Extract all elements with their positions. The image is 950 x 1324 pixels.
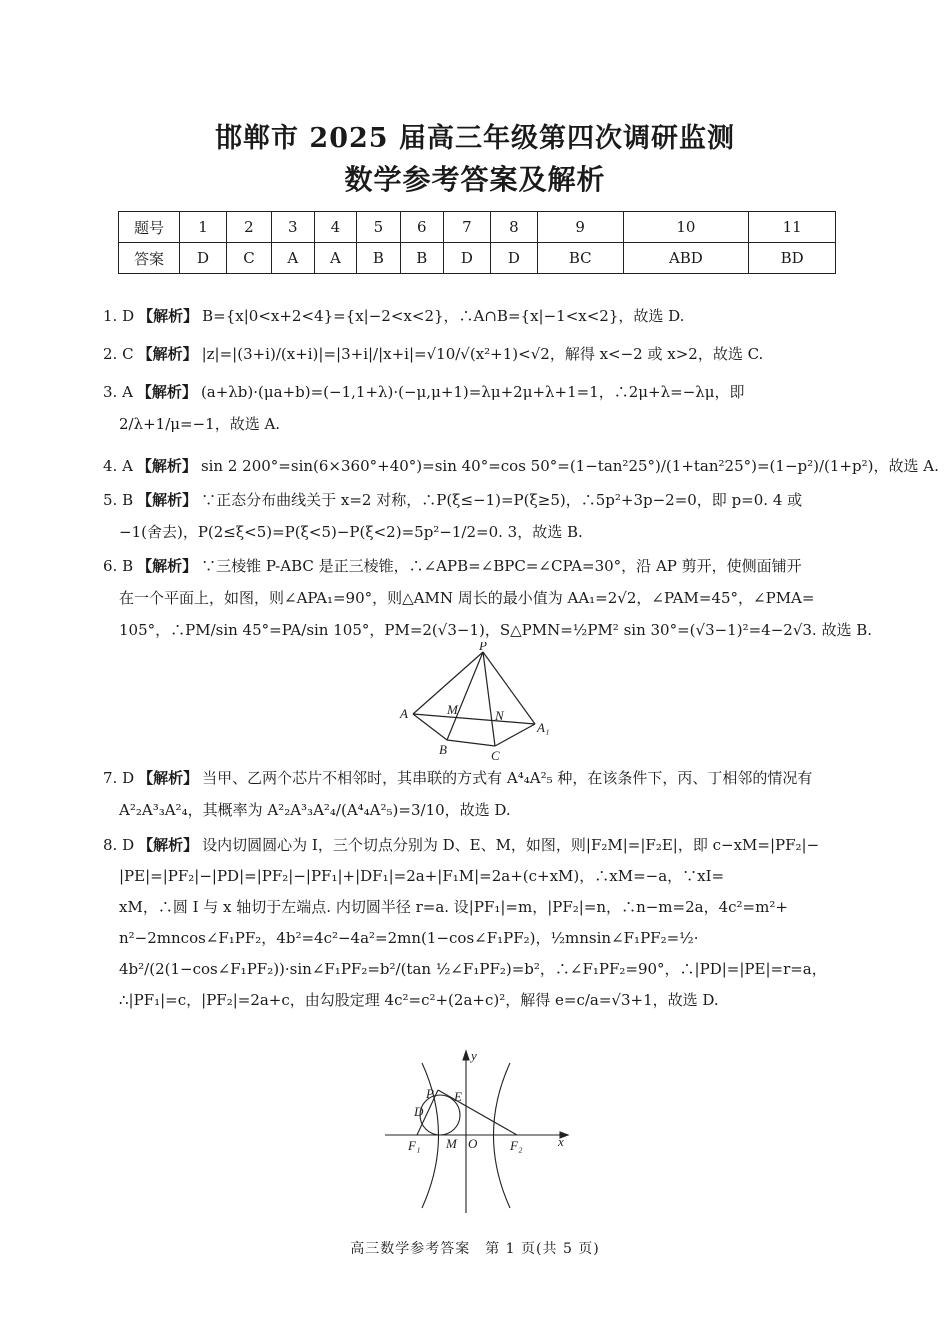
- number-cell: 9: [537, 212, 623, 243]
- solution-3: [103, 376, 848, 440]
- label-C: C: [491, 748, 500, 762]
- label-M: M: [447, 702, 458, 717]
- solution-number: 6. B: [103, 557, 134, 575]
- segment-AA1: [413, 714, 535, 724]
- answer-cell: D: [490, 243, 537, 274]
- solution-number: 4. A: [103, 457, 133, 475]
- solution-tag: 【解析】: [137, 491, 198, 509]
- page-footer: 高三数学参考答案 第 1 页(共 5 页): [350, 1241, 600, 1257]
- solution-line: A²₂A³₃A²₄，其概率为 A²₂A³₃A²₄/(A⁴₄A²₅)=3/10，故选 D.: [119, 801, 511, 819]
- row-label-answer: 答案: [119, 243, 180, 274]
- number-cell: 1: [180, 212, 227, 243]
- label-P: P: [426, 1086, 434, 1101]
- answer-cell: BD: [749, 243, 836, 274]
- solution-number: 1. D: [103, 307, 135, 325]
- label-M: M: [446, 1136, 457, 1151]
- answer-cell: B: [357, 243, 400, 274]
- solution-line: ∵正态分布曲线关于 x=2 对称，∴P(ξ≤−1)=P(ξ≥5)，∴5p²+3p−2=0，即 p=0. 4 或: [201, 491, 803, 509]
- row-label-number: 题号: [119, 212, 180, 243]
- answer-cell: C: [226, 243, 271, 274]
- solution-tag: 【解析】: [136, 457, 197, 475]
- edge-BC: [447, 740, 495, 746]
- solution-number: 8. D: [103, 836, 135, 854]
- solution-number: 5. B: [103, 491, 134, 509]
- solution-8: [103, 830, 848, 1016]
- solution-6: [103, 550, 873, 646]
- answer-cell: BC: [537, 243, 623, 274]
- label-E: E: [454, 1089, 462, 1104]
- label-D: D: [414, 1104, 424, 1119]
- y-axis-arrow: [463, 1051, 469, 1060]
- solution-line: sin 2 200°=sin(6×360°+40°)=sin 40°=cos 50°=(1−tan²25°)/(1+tan²25°)=(1−p²)/(1+p²)，故选 A.: [200, 457, 939, 475]
- answer-table-number-row: [119, 212, 836, 243]
- solution-line: |PE|=|PF₂|−|PD|=|PF₂|−|PF₁|+|DF₁|=2a+|F₁M|=2a+(c+xM)，∴xM=−a，∵xI=: [119, 867, 725, 885]
- solution-line: 设内切圆圆心为 I，三个切点分别为 D、E、M，如图，则|F₂M|=|F₂E|，即 c−xM=|PF₂|−: [202, 836, 820, 854]
- label-O: O: [468, 1136, 478, 1151]
- solution-line: 105°，∴PM/sin 45°=PA/sin 105°，PM=2(√3−1)，S△PMN=½PM² sin 30°=(√3−1)²=4−2√3. 故选 B.: [119, 621, 873, 639]
- number-cell: 3: [271, 212, 314, 243]
- number-cell: 11: [749, 212, 836, 243]
- number-cell: 6: [400, 212, 443, 243]
- solution-1: [103, 300, 848, 332]
- label-P: P: [479, 642, 487, 653]
- number-cell: 7: [443, 212, 490, 243]
- label-F1: F₁: [408, 1138, 421, 1153]
- number-cell: 10: [623, 212, 749, 243]
- solution-line: n²−2mncos∠F₁PF₂，4b²=4c²−4a²=2mn(1−cos∠F₁PF₂)，½mnsin∠F₁PF₂=½·: [119, 929, 699, 947]
- solution-line: 2/λ+1/μ=−1，故选 A.: [119, 415, 281, 433]
- solution-tag: 【解析】: [138, 769, 199, 787]
- segment-PF2: [438, 1090, 517, 1135]
- answer-cell: A: [271, 243, 314, 274]
- edge-AB: [413, 714, 447, 740]
- solution-number: 2. C: [103, 345, 134, 363]
- solution-line: 在一个平面上，如图，则∠APA₁=90°，则△AMN 周长的最小值为 AA₁=2√2，∠PAM=45°，∠PMA=: [119, 589, 815, 607]
- solution-2: [103, 338, 848, 370]
- solution-line: |z|=|(3+i)/(x+i)|=|3+i|/|x+i|=√10/√(x²+1)<√2，解得 x<−2 或 x>2，故选 C.: [201, 345, 764, 363]
- number-cell: 2: [226, 212, 271, 243]
- answer-cell: D: [180, 243, 227, 274]
- solution-line: 当甲、乙两个芯片不相邻时，其串联的方式有 A⁴₄A²₅ 种，在该条件下，丙、丁相邻的情况有: [202, 769, 813, 787]
- solution-tag: 【解析】: [137, 557, 198, 575]
- answer-table-answer-row: [119, 243, 836, 274]
- number-cell: 4: [314, 212, 357, 243]
- solution-7: [103, 762, 848, 826]
- solution-line: −1(舍去)，P(2≤ξ<5)=P(ξ<5)−P(ξ<2)=5p²−1/2=0. 3，故选 B.: [119, 523, 583, 541]
- solution-line: B={x|0<x+2<4}={x|−2<x<2}，∴A∩B={x|−1<x<2}，故选 D.: [202, 307, 685, 325]
- solution-line: xM，∴圆 I 与 x 轴切于左端点. 内切圆半径 r=a. 设|PF₁|=m，|PF₂|=n，∴n−m=2a，4c²=m²+: [119, 898, 788, 916]
- solution-tag: 【解析】: [138, 307, 199, 325]
- solution-line: ∴|PF₁|=c，|PF₂|=2a+c，由勾股定理 4c²=c²+(2a+c)²，解得 e=c/a=√3+1，故选 D.: [119, 991, 719, 1009]
- answer-cell: A: [314, 243, 357, 274]
- solution-line: (a+λb)·(μa+b)=(−1,1+λ)·(−μ,μ+1)=λμ+2μ+λ+1=1，∴2μ+λ=−λμ，即: [200, 383, 745, 401]
- page-subtitle: 数学参考答案及解析: [344, 163, 606, 196]
- answer-cell: D: [443, 243, 490, 274]
- solution-line: 4b²/(2(1−cos∠F₁PF₂))·sin∠F₁PF₂=b²/(tan ½∠F₁PF₂)=b²，∴∠F₁PF₂=90°，∴|PD|=|PE|=r=a，: [119, 960, 827, 978]
- answer-table: [118, 211, 836, 274]
- solution-number: 7. D: [103, 769, 135, 787]
- solution-line: ∵三棱锥 P-ABC 是正三棱锥，∴∠APB=∠BPC=∠CPA=30°，沿 AP 剪开，使侧面铺开: [201, 557, 802, 575]
- number-cell: 8: [490, 212, 537, 243]
- label-x: x: [558, 1134, 564, 1149]
- solution-5: [103, 484, 848, 548]
- number-cell: 5: [357, 212, 400, 243]
- solution-4: [103, 450, 939, 482]
- edge-PB: [447, 652, 483, 740]
- solution-number: 3. A: [103, 383, 133, 401]
- solution-tag: 【解析】: [136, 383, 197, 401]
- edge-CA1: [495, 724, 535, 746]
- label-y: y: [471, 1048, 477, 1063]
- answer-cell: B: [400, 243, 443, 274]
- label-B: B: [439, 742, 447, 757]
- answer-cell: ABD: [623, 243, 749, 274]
- pyramid-figure: [395, 642, 555, 762]
- label-N: N: [495, 708, 504, 723]
- label-F2: F₂: [510, 1138, 523, 1153]
- solution-tag: 【解析】: [138, 836, 199, 854]
- hyperbola-figure: [380, 1048, 580, 1218]
- solution-tag: 【解析】: [137, 345, 198, 363]
- label-A1: A₁: [537, 720, 550, 735]
- label-A: A: [400, 706, 408, 721]
- page-title: 邯郸市 2025 届高三年级第四次调研监测: [215, 123, 735, 154]
